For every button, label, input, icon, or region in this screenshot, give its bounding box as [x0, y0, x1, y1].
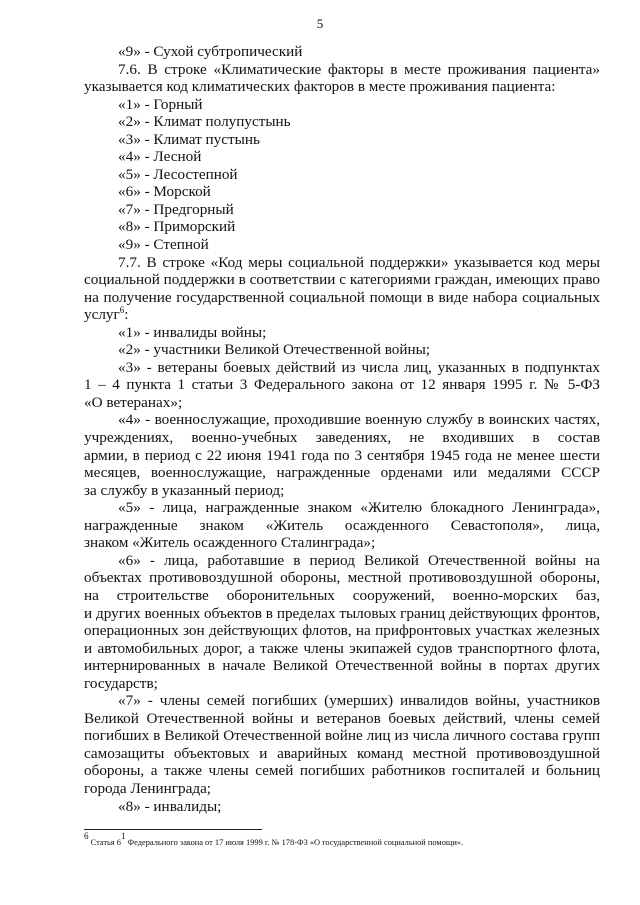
- footnote-text-end: Федерального закона от 17 июля 1999 г. № 178-ФЗ «О государственной социальной помощи».: [125, 838, 464, 847]
- text-line-content: «3» - ветераны боевых действий из числа лиц, указанных в подпунктах: [118, 358, 600, 376]
- text-line-content: 7.6. В строке «Климатические факторы в месте проживания пациента»: [118, 60, 600, 78]
- text-line-content: 1 – 4 пункта 1 статьи 3 Федерального закона от 12 января 1995 г. № 5-ФЗ: [84, 376, 600, 394]
- footnote: [84, 831, 604, 848]
- text-line-content: знаком «Житель осажденного Сталинграда»;: [84, 534, 376, 552]
- text-line-content: операционных зон действующих флотов, на прифронтовых участках железных: [84, 622, 600, 640]
- text-line: [84, 692, 600, 710]
- text-line: [84, 394, 600, 412]
- text-line-content: «8» - Приморский: [118, 218, 236, 236]
- text-line: [84, 745, 600, 763]
- text-line: [84, 552, 600, 570]
- text-line: [84, 218, 600, 236]
- text-line: [84, 289, 600, 307]
- text-line-content: указывается код климатических факторов в месте проживания пациента:: [84, 78, 556, 96]
- text-line-content: на строительстве оборонительных сооружений, военно-морских баз,: [84, 586, 600, 604]
- text-line: [84, 236, 600, 254]
- text-line-content: города Ленинграда;: [84, 779, 212, 797]
- text-line-content: на получение государственной социальной помощи в виде набора социальных: [84, 288, 600, 306]
- footnote-reference: 6: [119, 305, 125, 316]
- text-line-content: «9» - Сухой субтропический: [118, 43, 303, 60]
- text-line: [84, 359, 600, 377]
- text-line-content: за службу в указанный период;: [84, 481, 285, 499]
- text-line: [84, 254, 600, 272]
- text-line: [84, 605, 600, 623]
- text-line: [84, 780, 600, 798]
- text-line-content: «7» - Предгорный: [118, 200, 234, 218]
- page-number: 5: [316, 16, 324, 31]
- footnote-divider: [84, 829, 262, 830]
- text-line-content: «5» - лица, награжденные знаком «Жителю блокадного Ленинграда»,: [118, 499, 600, 517]
- text-line-content: «7» - члены семей погибших (умерших) инвалидов войны, участников: [118, 692, 600, 710]
- text-line-tail: :: [124, 306, 129, 324]
- text-line-content: «9» - Степной: [118, 236, 209, 254]
- text-line: [84, 727, 600, 745]
- text-line-content: и других военных объектов в пределах тыловых границ действующих фронтов,: [84, 604, 600, 622]
- text-line: [84, 499, 600, 517]
- text-line-content: самозащиты объектовых и аварийных команд местной противовоздушной: [84, 744, 600, 762]
- text-line: [84, 517, 600, 535]
- text-line-content: «4» - Лесной: [118, 148, 202, 166]
- text-line: [84, 640, 600, 658]
- text-line: [84, 657, 600, 675]
- text-line: [84, 271, 600, 289]
- text-line-content: «3» - Климат пустынь: [118, 130, 260, 148]
- text-line: [84, 762, 600, 780]
- text-line-content: учреждениях, военно-учебных заведениях, не входивших в состав: [84, 429, 600, 447]
- text-line-content: и автомобильных дорог, а также члены экипажей судов транспортного флота,: [84, 639, 600, 657]
- text-line-content: объектах противовоздушной обороны, местной противовоздушной обороны,: [84, 569, 600, 587]
- text-line: [84, 131, 600, 149]
- text-line: [84, 675, 600, 693]
- text-line-content: «5» - Лесостепной: [118, 165, 238, 183]
- text-line: [84, 798, 600, 816]
- text-line: [84, 148, 600, 166]
- text-line-content: «2» - Климат полупустынь: [118, 113, 291, 131]
- text-line-content: социальной поддержки в соответствии с категориями граждан, имеющих право: [84, 271, 600, 289]
- text-line-content: «6» - лица, работавшие в период Великой Отечественной войны на: [118, 551, 600, 569]
- text-line: [84, 482, 600, 500]
- text-line-content: обороны, а также члены семей погибших работников госпиталей и больниц: [84, 762, 600, 780]
- text-line: [84, 61, 600, 79]
- text-line: [84, 429, 600, 447]
- text-line: [84, 324, 600, 342]
- text-line-content: «8» - инвалиды;: [118, 797, 222, 815]
- text-line-content: Великой Отечественной войны и ветеранов боевых действий, члены семей: [84, 709, 600, 727]
- text-line: [84, 710, 600, 728]
- text-line-content: «4» - военнослужащие, проходившие военную службу в воинских частях,: [118, 411, 600, 429]
- text-line: [84, 166, 600, 184]
- text-line-content: услуг: [84, 306, 120, 324]
- footnote-text-sup: 1: [120, 831, 126, 841]
- text-line: [84, 341, 600, 359]
- text-line: [84, 587, 600, 605]
- text-line-content: государств;: [84, 674, 158, 692]
- text-line: [84, 569, 600, 587]
- text-line-content: «1» - Горный: [118, 95, 203, 113]
- text-line: [84, 447, 600, 465]
- text-line-content: месяцев, военнослужащие, награжденные орденами или медалями СССР: [84, 464, 600, 482]
- text-line: [84, 464, 600, 482]
- text-line: [84, 534, 600, 552]
- text-line: [84, 78, 600, 96]
- text-line-content: «2» - участники Великой Отечественной войны;: [118, 341, 431, 359]
- text-line-content: 7.7. В строке «Код меры социальной поддержки» указывается код меры: [118, 253, 600, 271]
- document-body: [84, 43, 600, 815]
- text-line: [84, 201, 600, 219]
- text-line-content: «6» - Морской: [118, 183, 211, 201]
- footnote-text-start: Статья 6: [90, 838, 121, 847]
- text-line: [84, 183, 600, 201]
- text-line: [84, 306, 600, 324]
- text-line-content: армии, в период с 22 июня 1941 года по 3 сентября 1945 года не менее шести: [84, 446, 600, 464]
- text-line: [84, 43, 600, 61]
- text-line-content: «1» - инвалиды войны;: [118, 323, 267, 341]
- text-line: [84, 96, 600, 114]
- text-line: [84, 622, 600, 640]
- text-line: [84, 411, 600, 429]
- text-line-content: погибших в Великой Отечественной войне лиц из числа личного состава групп: [84, 727, 600, 745]
- text-line: [84, 113, 600, 131]
- text-line-content: награжденные знаком «Житель осажденного Севастополя», лица,: [84, 516, 600, 534]
- text-line: [84, 376, 600, 394]
- footnote-mark: 6: [84, 831, 89, 841]
- text-line-content: «О ветеранах»;: [84, 393, 183, 411]
- text-line-content: интернированных в начале Великой Отечественной войны в портах других: [84, 657, 600, 675]
